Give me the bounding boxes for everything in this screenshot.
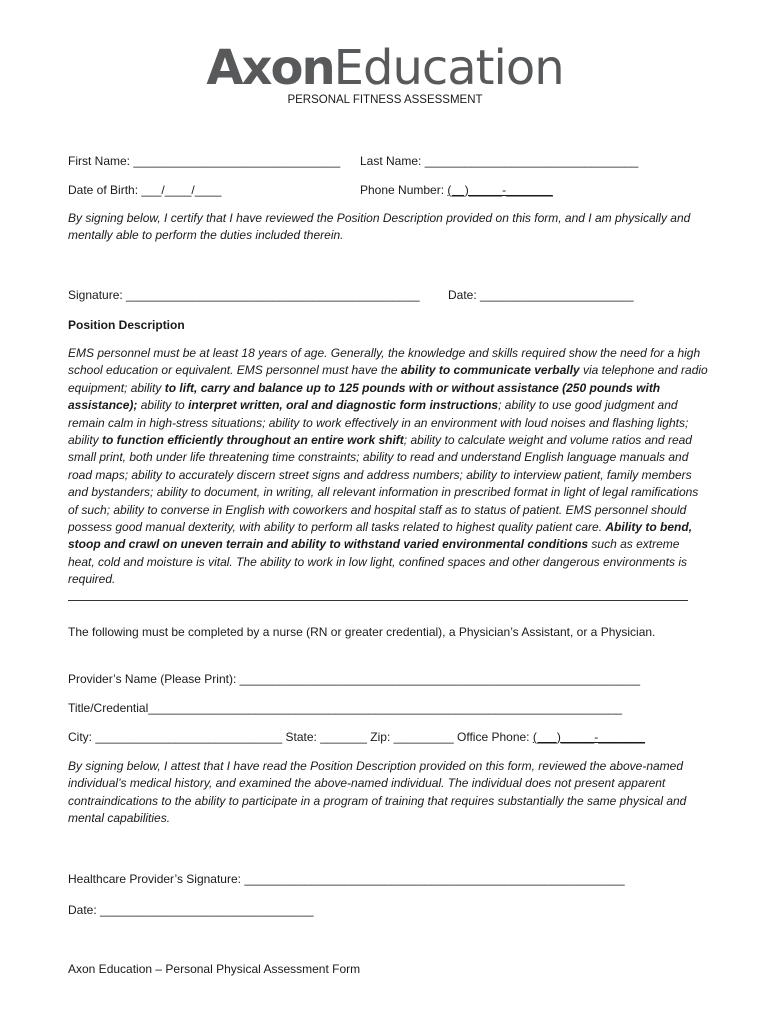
position-text-1: EMS personnel must be at least 18 years of age. Generally, the knowledge and skills required show the need for a high school education or equivalent. EMS personnel must have the <box>68 346 701 378</box>
form-title: PERSONAL FITNESS ASSESSMENT <box>287 94 483 106</box>
position-bold-3: interpret written, oral and diagnostic form instructions <box>188 398 499 413</box>
date-of-birth-field[interactable]: Date of Birth: ___/____/____ <box>68 183 222 197</box>
position-description-heading: Position Description <box>68 318 185 332</box>
logo-axon: Axon <box>206 40 334 96</box>
last-name-field[interactable]: Last Name: ________________________________ <box>360 154 639 168</box>
position-text-2: via telephone and radio equipment; ability <box>68 363 708 395</box>
position-bold-2: to lift, carry and balance up to 125 pounds with or without assistance (250 pounds with assistance); <box>68 380 661 413</box>
title-credential-field[interactable]: Title/Credential_______________________________________________________________________ <box>68 701 623 715</box>
section-divider <box>68 600 688 601</box>
position-text-4: ; ability to use good judgment and remain calm in high-stress situations; ability to work effectively in an environment with loud noises and flashing lights; ability <box>68 398 689 448</box>
position-text-5: ; ability to calculate weight and volume ratios and read small print, both under life threatening time constraints; ability to read and understand English language manuals and road maps; ability to accurately discern street signs and address numbers; ability to interview patient, family members and bystanders; ability to document, in writing, all relevant information in prescribed format in light of legal ramifications of such; ability to converse in English with coworkers and hospital staff as to status of patient. EMS personnel should possess good manual dexterity, with ability to perform all tasks related to highest quality patient care. <box>68 433 699 535</box>
position-bold-5: Ability to bend, stoop and crawl on uneven terrain and ability to withstand varied environmental conditions <box>68 520 693 552</box>
city-state-zip-fields[interactable]: City: ____________________________ State: _______ Zip: _________ Office Phone: <box>68 730 533 744</box>
phone-number-field[interactable] <box>360 182 553 198</box>
provider-name-field[interactable]: Provider’s Name (Please Print): ____________________________________________________________ <box>68 672 641 686</box>
footer-text: Axon Education – Personal Physical Assessment Form <box>68 962 361 976</box>
healthcare-provider-date-field[interactable]: Date: ________________________________ <box>68 903 314 917</box>
position-text-6: such as extreme heat, cold and moisture is vital. The ability to work in low light, confined spaces and other dangerous environments is required. <box>68 537 687 587</box>
signature-field[interactable]: Signature: ____________________________________________ <box>68 288 420 302</box>
certify-statement: By signing below, I certify that I have reviewed the Position Description provided on this form, and I am physically and mentally able to perform the duties included therein. <box>68 211 691 243</box>
logo-education: Education <box>333 40 564 96</box>
city-state-zip-row[interactable] <box>68 729 645 745</box>
attest-statement: By signing below, I attest that I have read the Position Description provided on this form, reviewed the above-named individual’s medical history, and examined the above-named individual. The individual does not present apparent contraindications to the ability to participate in a program of training that requires substantially the same physical and mental capabilities. <box>68 759 687 826</box>
phone-number-blank[interactable]: (__)_____-_______ <box>447 183 553 197</box>
phone-number-label: Phone Number: <box>360 183 448 197</box>
signature-date-field[interactable]: Date: _______________________ <box>448 288 634 302</box>
healthcare-provider-signature-field[interactable]: Healthcare Provider’s Signature: _________________________________________________________ <box>68 872 625 886</box>
position-bold-1: ability to communicate verbally <box>400 363 580 378</box>
first-name-field[interactable]: First Name: _______________________________ <box>68 154 341 168</box>
position-text-3: ability to <box>137 398 189 413</box>
axon-education-logo <box>0 38 770 98</box>
position-bold-4: to function efficiently throughout an entire work shift <box>102 433 404 448</box>
position-description-text <box>68 345 708 589</box>
office-phone-blank[interactable]: (___)_____-_______ <box>532 730 645 744</box>
nurse-note: The following must be completed by a nurse (RN or greater credential), a Physician’s Assistant, or a Physician. <box>68 625 656 639</box>
